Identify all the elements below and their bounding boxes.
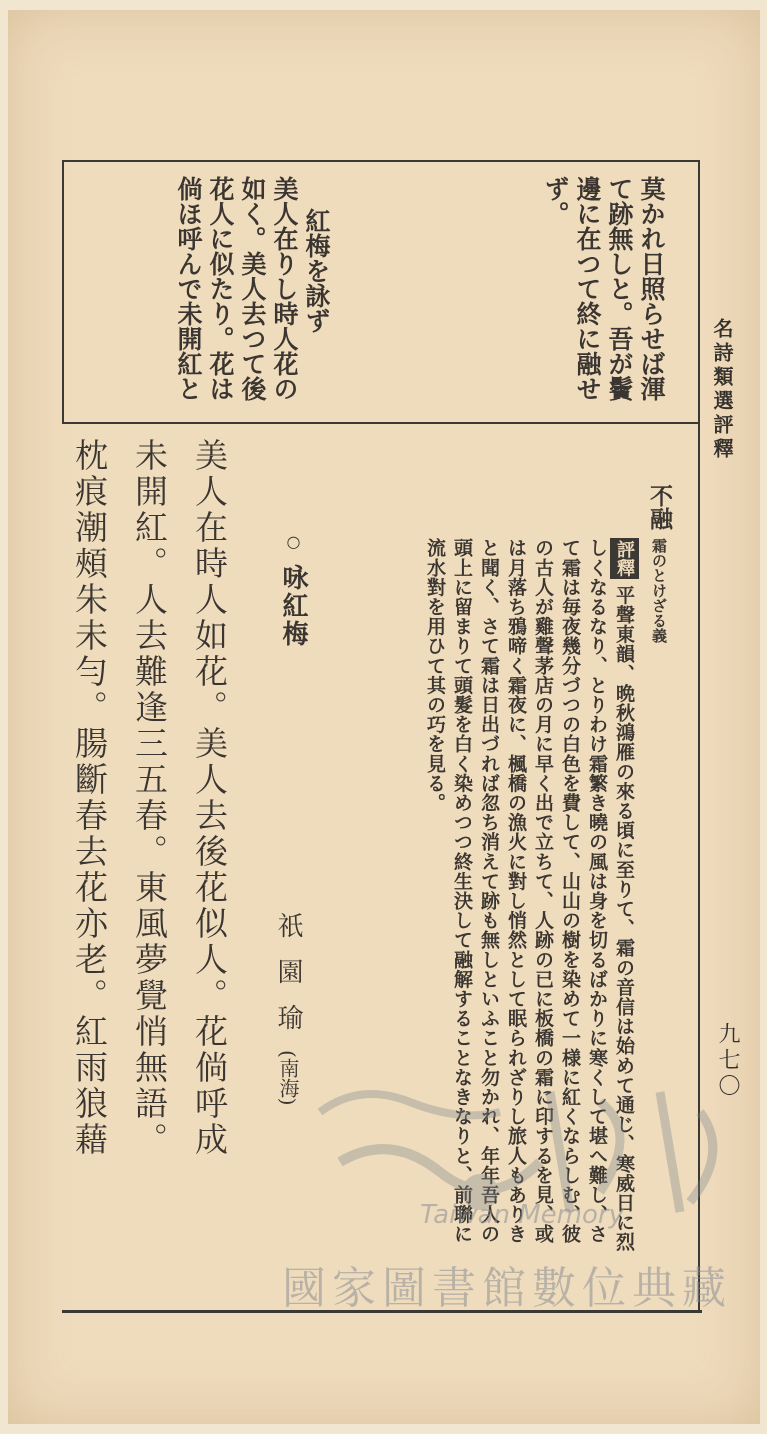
text-line: しくなるなり、とりわけ霜繁き曉の風は身を切るばかりに寒くして堪へ難し、さ — [586, 538, 608, 1244]
frame-left-rule — [62, 160, 64, 424]
text-line: 美人在りし時人花の — [270, 176, 299, 401]
book-title: 名詩類選評釋 — [710, 318, 734, 462]
frame-top-rule — [62, 160, 700, 162]
watermark-english: Taiwan Memory — [420, 1200, 624, 1230]
translation-title: 紅梅を詠ず — [302, 208, 331, 333]
page-number: 九七〇 — [715, 1022, 740, 1100]
text-line: 流水對を用ひて其の巧を見る。 — [424, 538, 446, 813]
commentary-heading — [646, 484, 672, 643]
heading-gloss: 霜のとけざる義 — [650, 538, 668, 644]
text-line: 邊に在つて終に融せ — [573, 176, 602, 401]
author-region: (南海) — [276, 1050, 300, 1106]
text-line: て跡無しと。吾が鬢 — [605, 176, 634, 401]
text-line: て霜は毎夜幾分づつの白色を費して、山山の樹を染めて一様に紅くならしむ、彼 — [559, 538, 581, 1244]
text-line: 花人に似たり。花は — [206, 176, 235, 401]
text-line: 頭上に留まりて頭髮を白く染めつつ終生決して融解することなきなりと、前聯に — [451, 538, 473, 1244]
poem-line: 美人在時人如花。美人去後花似人。花倘呼成 — [190, 438, 229, 1158]
poem-title-text: 咏紅梅 — [278, 564, 308, 649]
top-translation-new — [172, 176, 332, 416]
text-line: と聞く、さて霜は日出づれば忽ち消えて跡も無しといふこと勿かれ、年年吾人の — [478, 538, 500, 1244]
watermark-institution: 國家圖書館數位典藏 — [282, 1263, 732, 1314]
text-line: の古人が雞聲茅店の月に早く出で立ちて、人跡の已に板橋の霜に印するを見、或 — [532, 538, 554, 1244]
poem-body — [59, 438, 239, 1298]
text-line: ず。 — [541, 176, 570, 226]
top-translation-continued — [539, 176, 667, 416]
poem-title — [275, 532, 312, 648]
text-line-content: 平聲東韻、晩秋鴻雁の來る頃に至りて、霜の音信は始めて通じ、寒威日に烈 — [613, 585, 635, 1252]
author-name: 祇園瑜 — [273, 912, 303, 1050]
text-line: 莫かれ日照らせば渾 — [637, 176, 666, 401]
text-line: 如く。美人去つて後 — [238, 176, 267, 401]
text-line: 倘ほ呼んで未開紅と — [174, 176, 203, 401]
frame-middle-rule — [62, 422, 700, 424]
poem-line: 枕痕潮頰朱未勻。腸斷春去花亦老。紅雨狼藉 — [70, 438, 109, 1158]
bullet-mark: ○ — [284, 532, 303, 553]
poem-line: 未開紅。人去難逢三五春。東風夢覺悄無語。 — [130, 438, 169, 1158]
heading-text: 不融 — [646, 484, 673, 530]
text-line: は月落ち鴉啼く霜夜に、楓橋の漁火に對し悄然として眠られざりし旅人もありき — [505, 538, 527, 1244]
commentary-tag: 評釋 — [610, 538, 639, 579]
